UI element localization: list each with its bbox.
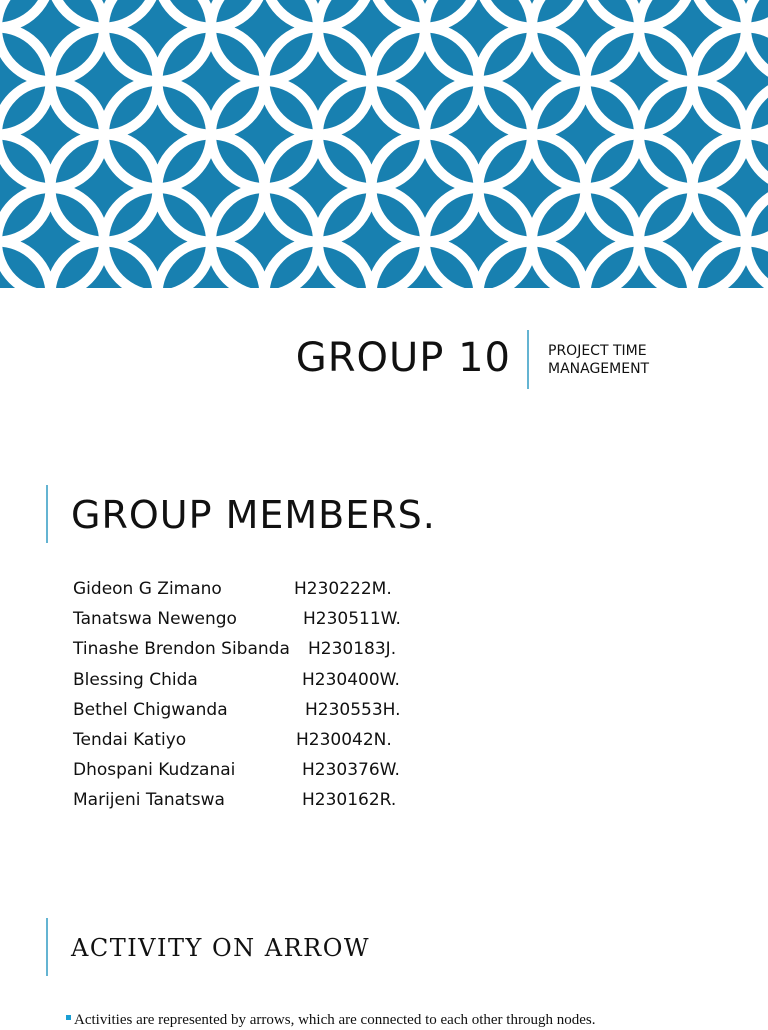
member-id: H230400W. <box>302 669 400 690</box>
member-row <box>73 788 673 818</box>
pattern-banner <box>0 0 768 288</box>
title-divider <box>527 330 529 389</box>
member-name: Dhospani Kudzanai <box>73 760 236 781</box>
member-row <box>73 577 673 607</box>
group-title: GROUP 10 <box>295 335 511 381</box>
member-row <box>73 728 673 758</box>
member-name: Tanatswa Newengo <box>73 609 237 630</box>
member-id: H230511W. <box>303 609 401 630</box>
members-heading: GROUP MEMBERS. <box>71 493 436 537</box>
member-name: Marijeni Tanatswa <box>73 790 225 811</box>
member-id: H230376W. <box>302 760 400 781</box>
members-accent-bar <box>46 485 48 543</box>
member-name: Bethel Chigwanda <box>73 699 228 720</box>
member-row <box>73 758 673 788</box>
member-name: Tendai Katiyo <box>73 729 187 750</box>
member-row <box>73 668 673 698</box>
member-row <box>73 637 673 667</box>
member-id: H230553H. <box>305 699 401 720</box>
member-row <box>73 607 673 637</box>
activity-heading: ACTIVITY ON ARROW <box>71 934 371 962</box>
member-id: H230162R. <box>302 790 397 811</box>
member-name: Tinashe Brendon Sibanda <box>73 639 290 660</box>
bullet-text: Activities are represented by arrows, which are connected to each other through nodes. <box>74 1012 596 1028</box>
circle-lattice-pattern <box>0 0 768 288</box>
member-id: H230042N. <box>296 729 392 750</box>
presentation-subtitle: PROJECT TIME MANAGEMENT <box>548 343 650 377</box>
member-row <box>73 698 673 728</box>
title-row <box>0 330 768 390</box>
member-name: Blessing Chida <box>73 669 198 690</box>
members-list <box>73 577 673 819</box>
bullet-item <box>66 1010 595 1030</box>
member-id: H230183J. <box>308 639 397 660</box>
member-name: Gideon G Zimano <box>73 579 222 599</box>
square-bullet-icon <box>66 1015 71 1020</box>
activity-accent-bar <box>46 918 48 976</box>
member-id: H230222M. <box>294 579 392 599</box>
